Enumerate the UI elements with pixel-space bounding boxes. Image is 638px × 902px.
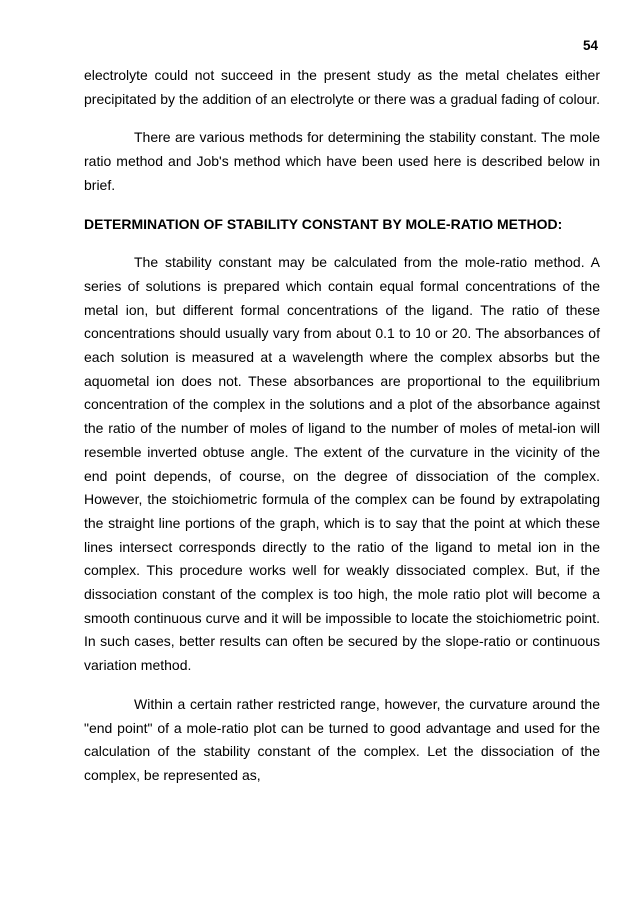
paragraph-end-point-curvature: Within a certain rather restricted range, however, the curvature around the "end point" of a mole-ratio plot can be turned to good advantage and used for the calculation of the stability constant of the complex. Let the dissociation of the complex, be represented as, (84, 695, 600, 783)
paragraph-mole-ratio-method: The stability constant may be calculated from the mole-ratio method. A series of solutions is prepared which contain equal formal concentrations of the metal ion, but different formal concentrations of the ligand. The ratio of these concentrations should usually vary from about 0.1 to 10 or 20. The absorbances of each solution is measured at a wavelength where the complex absorbs but the aquometal ion does not. These absorbances are proportional to the equilibrium concentration of the complex in the solutions and a plot of the absorbance against the ratio of the number of moles of ligand to the number of moles of metal-ion will resemble inverted obtuse angle. The extent of the curvature in the vicinity of the end point depends, of course, on the degree of dissociation of the complex. However, the stoichiometric formula of the complex can be found by extrapolating the straight line portions of the graph, which is to say that the point at which these lines intersect corresponds directly to the ratio of the ligand to metal ion in the complex. This procedure works well for weakly dissociated complex. But, if the dissociation constant of the complex is too high, the mole ratio plot will become a smooth continuous curve and it will be impossible to locate the stoichiometric point. In such cases, better results can often be secured by the slope-ratio or continuous variation method. (84, 254, 600, 674)
page-number: 54 (582, 38, 598, 53)
section-heading: DETERMINATION OF STABILITY CONSTANT BY MOLE-RATIO METHOD: (84, 215, 563, 232)
paragraph-continuation: electrolyte could not succeed in the present study as the metal chelates either precipitated by the addition of an electrolyte or there was a gradual fading of colour. (84, 67, 600, 107)
document-body (84, 64, 600, 803)
paragraph-methods-intro: There are various methods for determining the stability constant. The mole ratio method and Job's method which have been used here is described below in brief. (84, 129, 600, 193)
